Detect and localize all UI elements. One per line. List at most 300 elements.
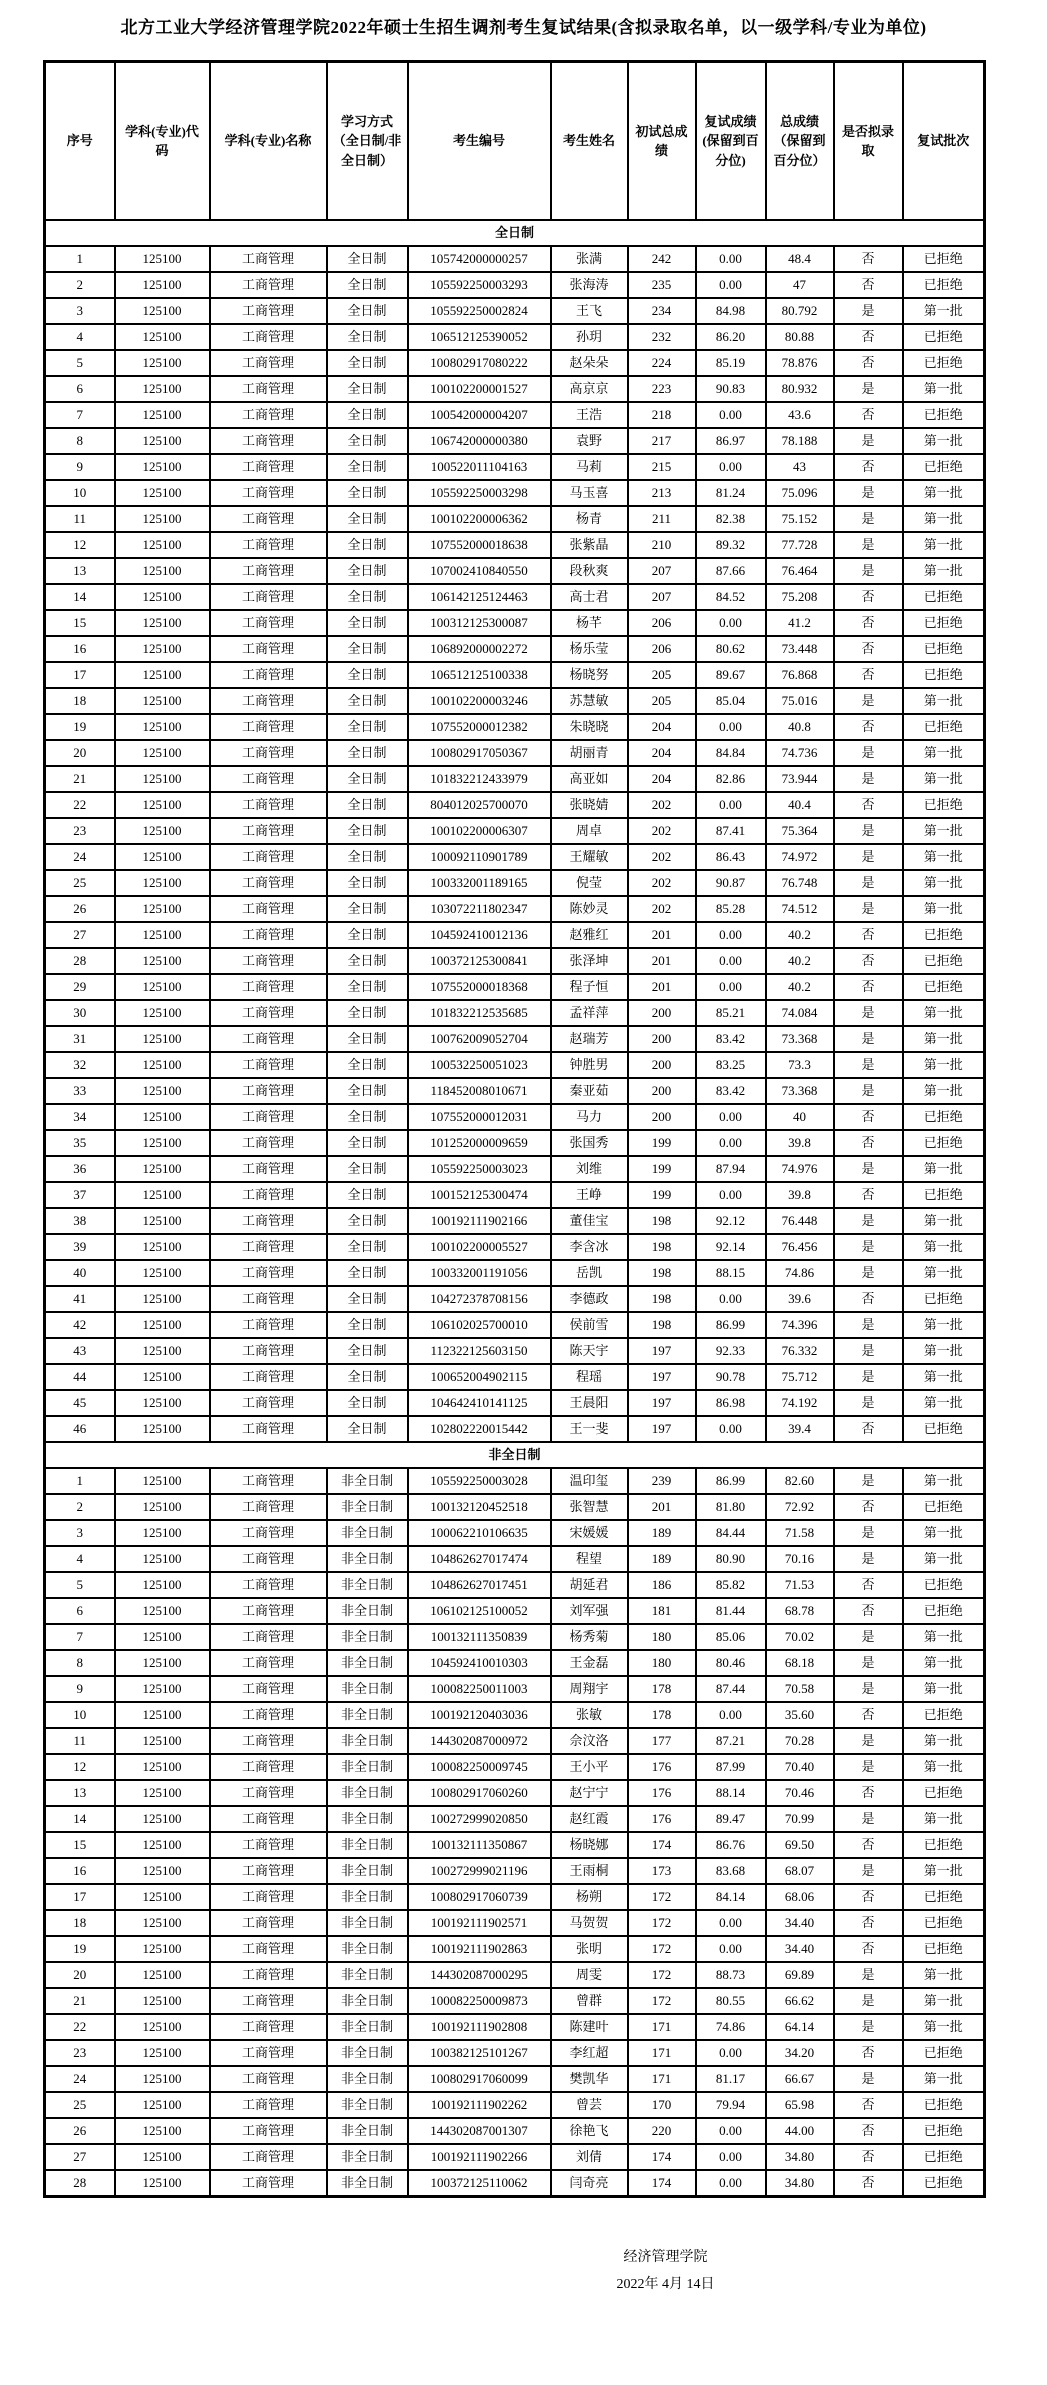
- cell-study-mode: 全日制: [327, 558, 408, 584]
- cell-batch: 第一批: [903, 1520, 985, 1546]
- table-row: [45, 350, 985, 376]
- cell-admit: 否: [834, 584, 903, 610]
- cell-major-code: 125100: [115, 1832, 210, 1858]
- cell-candidate-id: 105592250003028: [408, 1468, 551, 1494]
- cell-candidate-name: 马贺贺: [551, 1910, 628, 1936]
- cell-retest-score: 0.00: [696, 1182, 766, 1208]
- cell-batch: 已拒绝: [903, 922, 985, 948]
- footer-org: 经济管理学院: [623, 2250, 708, 2265]
- cell-major-name: 工商管理: [210, 324, 327, 350]
- cell-major-name: 工商管理: [210, 532, 327, 558]
- cell-initial-total: 177: [628, 1728, 696, 1754]
- cell-retest-score: 80.90: [696, 1546, 766, 1572]
- cell-seq: 18: [45, 1910, 115, 1936]
- table-row: [45, 948, 985, 974]
- cell-major-code: 125100: [115, 2144, 210, 2170]
- cell-retest-score: 0.00: [696, 454, 766, 480]
- cell-batch: 第一批: [903, 1962, 985, 1988]
- cell-initial-total: 207: [628, 558, 696, 584]
- table-body: [45, 220, 985, 2197]
- cell-major-name: 工商管理: [210, 1312, 327, 1338]
- cell-batch: 第一批: [903, 1234, 985, 1260]
- cell-batch: 已拒绝: [903, 402, 985, 428]
- cell-study-mode: 全日制: [327, 1078, 408, 1104]
- header-retest-score: 复试成绩(保留到百分位): [696, 62, 766, 221]
- cell-total-score: 80.932: [766, 376, 834, 402]
- cell-major-code: 125100: [115, 1858, 210, 1884]
- cell-batch: 第一批: [903, 1208, 985, 1234]
- cell-candidate-name: 张明: [551, 1936, 628, 1962]
- cell-seq: 33: [45, 1078, 115, 1104]
- cell-batch: 已拒绝: [903, 610, 985, 636]
- cell-study-mode: 全日制: [327, 1000, 408, 1026]
- table-row: [45, 1234, 985, 1260]
- cell-candidate-id: 100532250051023: [408, 1052, 551, 1078]
- table-row: [45, 1884, 985, 1910]
- cell-study-mode: 全日制: [327, 246, 408, 272]
- cell-candidate-id: 101252000009659: [408, 1130, 551, 1156]
- cell-batch: 第一批: [903, 1624, 985, 1650]
- cell-admit: 否: [834, 402, 903, 428]
- cell-candidate-id: 144302087000295: [408, 1962, 551, 1988]
- cell-major-code: 125100: [115, 1884, 210, 1910]
- cell-candidate-name: 朱晓晓: [551, 714, 628, 740]
- cell-seq: 46: [45, 1416, 115, 1442]
- cell-candidate-name: 程望: [551, 1546, 628, 1572]
- cell-total-score: 80.792: [766, 298, 834, 324]
- section-row: [45, 1442, 985, 1468]
- cell-major-code: 125100: [115, 402, 210, 428]
- cell-study-mode: 全日制: [327, 688, 408, 714]
- cell-candidate-name: 王峥: [551, 1182, 628, 1208]
- cell-initial-total: 204: [628, 714, 696, 740]
- cell-major-name: 工商管理: [210, 1754, 327, 1780]
- table-row: [45, 2066, 985, 2092]
- cell-initial-total: 201: [628, 948, 696, 974]
- cell-major-name: 工商管理: [210, 1806, 327, 1832]
- cell-batch: 已拒绝: [903, 1780, 985, 1806]
- cell-admit: 是: [834, 1260, 903, 1286]
- cell-study-mode: 非全日制: [327, 2170, 408, 2197]
- cell-major-code: 125100: [115, 1988, 210, 2014]
- cell-candidate-name: 高亚如: [551, 766, 628, 792]
- cell-study-mode: 全日制: [327, 844, 408, 870]
- cell-study-mode: 全日制: [327, 1208, 408, 1234]
- cell-admit: 是: [834, 1858, 903, 1884]
- cell-study-mode: 非全日制: [327, 1650, 408, 1676]
- table-row: [45, 1130, 985, 1156]
- cell-retest-score: 86.20: [696, 324, 766, 350]
- cell-major-name: 工商管理: [210, 1702, 327, 1728]
- cell-total-score: 74.084: [766, 1000, 834, 1026]
- cell-batch: 已拒绝: [903, 1416, 985, 1442]
- cell-candidate-id: 100802917060739: [408, 1884, 551, 1910]
- cell-batch: 已拒绝: [903, 2144, 985, 2170]
- table-row: [45, 1598, 985, 1624]
- cell-candidate-id: 100102200001527: [408, 376, 551, 402]
- cell-retest-score: 83.68: [696, 1858, 766, 1884]
- table-row: [45, 1052, 985, 1078]
- cell-seq: 26: [45, 2118, 115, 2144]
- cell-total-score: 40.4: [766, 792, 834, 818]
- cell-retest-score: 0.00: [696, 974, 766, 1000]
- cell-total-score: 34.80: [766, 2170, 834, 2197]
- cell-major-code: 125100: [115, 870, 210, 896]
- cell-major-name: 工商管理: [210, 1988, 327, 2014]
- table-row: [45, 1676, 985, 1702]
- cell-seq: 13: [45, 558, 115, 584]
- cell-retest-score: 89.67: [696, 662, 766, 688]
- cell-study-mode: 全日制: [327, 1182, 408, 1208]
- cell-total-score: 70.46: [766, 1780, 834, 1806]
- cell-initial-total: 197: [628, 1338, 696, 1364]
- cell-total-score: 40.8: [766, 714, 834, 740]
- cell-total-score: 78.188: [766, 428, 834, 454]
- cell-study-mode: 全日制: [327, 1130, 408, 1156]
- cell-batch: 已拒绝: [903, 948, 985, 974]
- cell-batch: 第一批: [903, 870, 985, 896]
- table-row: [45, 428, 985, 454]
- cell-admit: 是: [834, 532, 903, 558]
- cell-seq: 40: [45, 1260, 115, 1286]
- cell-candidate-id: 106102125100052: [408, 1598, 551, 1624]
- cell-major-code: 125100: [115, 740, 210, 766]
- cell-admit: 是: [834, 740, 903, 766]
- cell-total-score: 65.98: [766, 2092, 834, 2118]
- cell-seq: 17: [45, 662, 115, 688]
- cell-batch: 已拒绝: [903, 1832, 985, 1858]
- cell-retest-score: 0.00: [696, 2170, 766, 2197]
- cell-total-score: 66.62: [766, 1988, 834, 2014]
- cell-major-code: 125100: [115, 532, 210, 558]
- table-row: [45, 1780, 985, 1806]
- cell-major-code: 125100: [115, 454, 210, 480]
- cell-candidate-name: 张晓婧: [551, 792, 628, 818]
- cell-seq: 2: [45, 272, 115, 298]
- cell-batch: 已拒绝: [903, 1104, 985, 1130]
- table-row: [45, 1208, 985, 1234]
- cell-candidate-id: 100192120403036: [408, 1702, 551, 1728]
- cell-major-code: 125100: [115, 1234, 210, 1260]
- cell-candidate-id: 100102200006362: [408, 506, 551, 532]
- cell-major-code: 125100: [115, 1312, 210, 1338]
- cell-total-score: 82.60: [766, 1468, 834, 1494]
- cell-major-code: 125100: [115, 2040, 210, 2066]
- header-batch: 复试批次: [903, 62, 985, 221]
- header-row: [45, 62, 985, 221]
- cell-retest-score: 0.00: [696, 2040, 766, 2066]
- cell-initial-total: 180: [628, 1624, 696, 1650]
- cell-retest-score: 0.00: [696, 1286, 766, 1312]
- cell-study-mode: 全日制: [327, 376, 408, 402]
- cell-candidate-id: 100652004902115: [408, 1364, 551, 1390]
- cell-study-mode: 全日制: [327, 584, 408, 610]
- cell-initial-total: 172: [628, 1884, 696, 1910]
- cell-study-mode: 全日制: [327, 402, 408, 428]
- cell-candidate-name: 赵瑞芳: [551, 1026, 628, 1052]
- cell-candidate-id: 100372125300841: [408, 948, 551, 974]
- cell-retest-score: 86.97: [696, 428, 766, 454]
- cell-study-mode: 非全日制: [327, 1832, 408, 1858]
- cell-initial-total: 201: [628, 922, 696, 948]
- cell-major-code: 125100: [115, 922, 210, 948]
- cell-major-code: 125100: [115, 1780, 210, 1806]
- cell-total-score: 75.016: [766, 688, 834, 714]
- table-row: [45, 376, 985, 402]
- cell-admit: 否: [834, 350, 903, 376]
- cell-initial-total: 178: [628, 1702, 696, 1728]
- cell-total-score: 74.736: [766, 740, 834, 766]
- table-row: [45, 1806, 985, 1832]
- cell-initial-total: 213: [628, 480, 696, 506]
- cell-major-code: 125100: [115, 662, 210, 688]
- cell-candidate-name: 马玉喜: [551, 480, 628, 506]
- table-row: [45, 1962, 985, 1988]
- cell-seq: 23: [45, 818, 115, 844]
- cell-major-name: 工商管理: [210, 1936, 327, 1962]
- cell-retest-score: 90.83: [696, 376, 766, 402]
- cell-candidate-id: 101832212433979: [408, 766, 551, 792]
- cell-major-code: 125100: [115, 558, 210, 584]
- cell-total-score: 70.16: [766, 1546, 834, 1572]
- cell-candidate-id: 100152125300474: [408, 1182, 551, 1208]
- cell-total-score: 73.368: [766, 1026, 834, 1052]
- cell-study-mode: 全日制: [327, 818, 408, 844]
- cell-major-code: 125100: [115, 1182, 210, 1208]
- cell-candidate-id: 100372125110062: [408, 2170, 551, 2197]
- table-row: [45, 2144, 985, 2170]
- cell-seq: 34: [45, 1104, 115, 1130]
- cell-major-code: 125100: [115, 610, 210, 636]
- cell-major-name: 工商管理: [210, 948, 327, 974]
- cell-major-code: 125100: [115, 974, 210, 1000]
- table-row: [45, 1390, 985, 1416]
- cell-major-code: 125100: [115, 818, 210, 844]
- cell-candidate-name: 高士君: [551, 584, 628, 610]
- cell-major-name: 工商管理: [210, 1156, 327, 1182]
- cell-admit: 是: [834, 2014, 903, 2040]
- table-row: [45, 402, 985, 428]
- cell-retest-score: 84.52: [696, 584, 766, 610]
- cell-study-mode: 非全日制: [327, 2144, 408, 2170]
- cell-seq: 24: [45, 844, 115, 870]
- cell-initial-total: 218: [628, 402, 696, 428]
- cell-batch: 已拒绝: [903, 324, 985, 350]
- cell-total-score: 70.02: [766, 1624, 834, 1650]
- cell-major-name: 工商管理: [210, 2118, 327, 2144]
- cell-candidate-id: 100192111902863: [408, 1936, 551, 1962]
- cell-total-score: 40.2: [766, 922, 834, 948]
- cell-major-code: 125100: [115, 2066, 210, 2092]
- cell-major-name: 工商管理: [210, 1052, 327, 1078]
- cell-batch: 第一批: [903, 532, 985, 558]
- cell-candidate-name: 王金磊: [551, 1650, 628, 1676]
- table-row: [45, 1312, 985, 1338]
- cell-total-score: 47: [766, 272, 834, 298]
- cell-candidate-name: 杨朔: [551, 1884, 628, 1910]
- cell-major-code: 125100: [115, 1104, 210, 1130]
- results-table: [43, 60, 986, 2198]
- cell-batch: 第一批: [903, 740, 985, 766]
- cell-candidate-id: 100092110901789: [408, 844, 551, 870]
- cell-initial-total: 199: [628, 1130, 696, 1156]
- table-row: [45, 1494, 985, 1520]
- cell-admit: 否: [834, 2118, 903, 2144]
- cell-candidate-name: 张海涛: [551, 272, 628, 298]
- cell-total-score: 44.00: [766, 2118, 834, 2144]
- cell-candidate-name: 程子恒: [551, 974, 628, 1000]
- cell-total-score: 75.096: [766, 480, 834, 506]
- cell-initial-total: 173: [628, 1858, 696, 1884]
- cell-major-name: 工商管理: [210, 766, 327, 792]
- cell-total-score: 68.78: [766, 1598, 834, 1624]
- cell-batch: 已拒绝: [903, 584, 985, 610]
- table-row: [45, 324, 985, 350]
- cell-retest-score: 87.44: [696, 1676, 766, 1702]
- cell-major-name: 工商管理: [210, 246, 327, 272]
- cell-total-score: 73.368: [766, 1078, 834, 1104]
- table-row: [45, 1260, 985, 1286]
- cell-retest-score: 74.86: [696, 2014, 766, 2040]
- cell-major-code: 125100: [115, 1416, 210, 1442]
- cell-initial-total: 202: [628, 792, 696, 818]
- table-row: [45, 714, 985, 740]
- cell-candidate-id: 100062210106635: [408, 1520, 551, 1546]
- cell-admit: 是: [834, 1156, 903, 1182]
- cell-retest-score: 0.00: [696, 792, 766, 818]
- cell-major-name: 工商管理: [210, 662, 327, 688]
- cell-study-mode: 非全日制: [327, 2092, 408, 2118]
- cell-study-mode: 全日制: [327, 532, 408, 558]
- cell-candidate-id: 104642410141125: [408, 1390, 551, 1416]
- cell-initial-total: 171: [628, 2040, 696, 2066]
- cell-major-code: 125100: [115, 896, 210, 922]
- cell-batch: 已拒绝: [903, 1702, 985, 1728]
- cell-candidate-name: 钟胜男: [551, 1052, 628, 1078]
- cell-major-code: 125100: [115, 350, 210, 376]
- cell-total-score: 34.20: [766, 2040, 834, 2066]
- table-row: [45, 1468, 985, 1494]
- cell-major-name: 工商管理: [210, 1182, 327, 1208]
- cell-candidate-name: 侯前雪: [551, 1312, 628, 1338]
- table-row: [45, 272, 985, 298]
- cell-seq: 12: [45, 1754, 115, 1780]
- cell-major-name: 工商管理: [210, 1520, 327, 1546]
- cell-seq: 2: [45, 1494, 115, 1520]
- cell-admit: 是: [834, 1988, 903, 2014]
- cell-candidate-id: 100192111902808: [408, 2014, 551, 2040]
- cell-candidate-id: 100802917060260: [408, 1780, 551, 1806]
- cell-admit: 否: [834, 662, 903, 688]
- cell-major-name: 工商管理: [210, 2014, 327, 2040]
- cell-major-name: 工商管理: [210, 740, 327, 766]
- cell-retest-score: 90.87: [696, 870, 766, 896]
- cell-seq: 11: [45, 1728, 115, 1754]
- cell-admit: 否: [834, 1910, 903, 1936]
- cell-major-code: 125100: [115, 2014, 210, 2040]
- cell-candidate-id: 100132120452518: [408, 1494, 551, 1520]
- cell-candidate-name: 徐艳飞: [551, 2118, 628, 2144]
- cell-seq: 35: [45, 1130, 115, 1156]
- cell-candidate-id: 100332001189165: [408, 870, 551, 896]
- cell-total-score: 69.50: [766, 1832, 834, 1858]
- cell-study-mode: 全日制: [327, 506, 408, 532]
- cell-seq: 19: [45, 714, 115, 740]
- cell-initial-total: 204: [628, 766, 696, 792]
- cell-initial-total: 206: [628, 636, 696, 662]
- cell-major-code: 125100: [115, 272, 210, 298]
- cell-initial-total: 178: [628, 1676, 696, 1702]
- cell-candidate-id: 100192111902266: [408, 2144, 551, 2170]
- cell-major-code: 125100: [115, 1520, 210, 1546]
- table-row: [45, 662, 985, 688]
- cell-candidate-id: 100102200005527: [408, 1234, 551, 1260]
- cell-batch: 第一批: [903, 1806, 985, 1832]
- cell-candidate-name: 张满: [551, 246, 628, 272]
- table-row: [45, 2040, 985, 2066]
- cell-major-name: 工商管理: [210, 298, 327, 324]
- cell-batch: 第一批: [903, 1338, 985, 1364]
- cell-batch: 已拒绝: [903, 350, 985, 376]
- cell-candidate-name: 王浩: [551, 402, 628, 428]
- cell-candidate-name: 孙玥: [551, 324, 628, 350]
- cell-major-name: 工商管理: [210, 922, 327, 948]
- cell-batch: 第一批: [903, 896, 985, 922]
- cell-candidate-id: 100192111902571: [408, 1910, 551, 1936]
- cell-total-score: 48.4: [766, 246, 834, 272]
- cell-total-score: 71.53: [766, 1572, 834, 1598]
- cell-seq: 28: [45, 948, 115, 974]
- cell-initial-total: 200: [628, 1026, 696, 1052]
- table-row: [45, 1182, 985, 1208]
- cell-retest-score: 86.99: [696, 1468, 766, 1494]
- cell-study-mode: 全日制: [327, 1026, 408, 1052]
- cell-study-mode: 全日制: [327, 766, 408, 792]
- cell-candidate-id: 102802220015442: [408, 1416, 551, 1442]
- cell-seq: 5: [45, 350, 115, 376]
- cell-retest-score: 80.55: [696, 1988, 766, 2014]
- cell-admit: 否: [834, 1598, 903, 1624]
- cell-total-score: 75.152: [766, 506, 834, 532]
- cell-major-name: 工商管理: [210, 2040, 327, 2066]
- cell-admit: 是: [834, 1078, 903, 1104]
- cell-retest-score: 89.32: [696, 532, 766, 558]
- cell-major-name: 工商管理: [210, 350, 327, 376]
- cell-candidate-id: 100102200003246: [408, 688, 551, 714]
- cell-major-code: 125100: [115, 1910, 210, 1936]
- cell-initial-total: 198: [628, 1286, 696, 1312]
- cell-batch: 已拒绝: [903, 1286, 985, 1312]
- cell-major-name: 工商管理: [210, 1130, 327, 1156]
- cell-candidate-name: 杨乐莹: [551, 636, 628, 662]
- cell-initial-total: 206: [628, 610, 696, 636]
- cell-batch: 已拒绝: [903, 246, 985, 272]
- cell-seq: 41: [45, 1286, 115, 1312]
- cell-candidate-name: 王飞: [551, 298, 628, 324]
- table-row: [45, 740, 985, 766]
- cell-batch: 第一批: [903, 1156, 985, 1182]
- cell-major-name: 工商管理: [210, 1390, 327, 1416]
- cell-candidate-id: 804012025700070: [408, 792, 551, 818]
- cell-major-code: 125100: [115, 298, 210, 324]
- page-title: 北方工业大学经济管理学院2022年硕士生招生调剂考生复试结果(含拟录取名单，以一级学科/专业为单位): [120, 18, 927, 37]
- cell-batch: 第一批: [903, 844, 985, 870]
- cell-seq: 25: [45, 2092, 115, 2118]
- cell-total-score: 74.192: [766, 1390, 834, 1416]
- cell-major-code: 125100: [115, 1702, 210, 1728]
- cell-candidate-name: 张泽坤: [551, 948, 628, 974]
- table-row: [45, 1936, 985, 1962]
